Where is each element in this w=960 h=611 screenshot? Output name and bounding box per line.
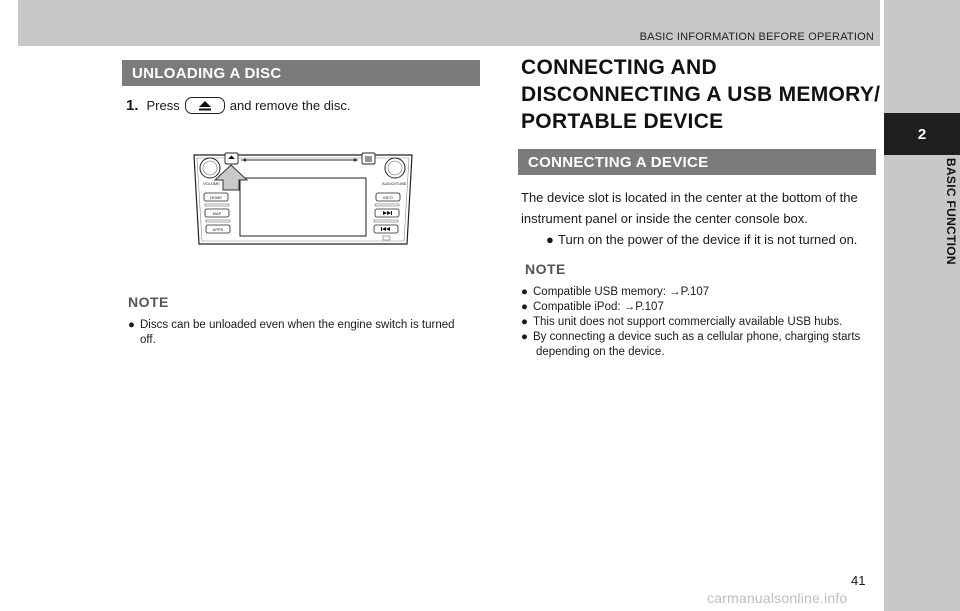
bullet-icon: ● <box>521 316 528 328</box>
note-text-4: By connecting a device such as a cellular phone, charging starts <box>533 331 861 343</box>
header-bar <box>18 0 880 46</box>
chapter-sidebar <box>884 0 960 611</box>
bullet-icon: ● <box>521 301 528 313</box>
note-item-4 <box>521 330 860 345</box>
section-title-connecting: CONNECTING A DEVICE <box>518 149 876 175</box>
step-text-after: and remove the disc. <box>229 98 351 113</box>
note-text-2: Compatible iPod: →P.107 <box>533 301 664 313</box>
note-left-line2: off. <box>140 334 156 346</box>
body-paragraph <box>521 187 877 229</box>
step-number: 1. <box>126 97 139 114</box>
running-header: BASIC INFORMATION BEFORE OPERATION <box>639 31 874 43</box>
info-label: INFO <box>383 195 393 200</box>
bullet-icon: ● <box>128 319 135 331</box>
body-line-1: The device slot is located in the center at the bottom of the <box>521 190 858 205</box>
note-item-2 <box>521 300 664 315</box>
page-title <box>521 54 881 135</box>
note-text-3: This unit does not support commercially available USB hubs. <box>533 316 843 328</box>
title-line-3: PORTABLE DEVICE <box>521 110 724 133</box>
step-1 <box>126 97 350 114</box>
chapter-label: BASIC FUNCTION <box>944 158 958 265</box>
bullet-icon: ● <box>546 232 554 247</box>
eject-button-graphic <box>185 97 225 114</box>
bullet-icon: ● <box>521 286 528 298</box>
disc-key <box>362 153 375 164</box>
chapter-label-vertical <box>938 158 958 298</box>
volume-label: VOLUME <box>203 181 220 186</box>
note-left-line1: Discs can be unloaded even when the engine switch is turned <box>140 319 455 331</box>
note-item-left <box>128 318 482 333</box>
map-label: MAP <box>212 211 222 216</box>
note-title-left: NOTE <box>128 294 169 310</box>
note-item-4-cont: depending on the device. <box>536 346 665 358</box>
home-label: HOME <box>210 195 222 200</box>
page-number: 41 <box>851 573 866 588</box>
bullet-icon: ● <box>521 331 528 343</box>
title-line-1: CONNECTING AND <box>521 56 717 79</box>
bullet-instruction-text: Turn on the power of the device if it is not turned on. <box>558 232 858 247</box>
note-title-right: NOTE <box>525 261 566 277</box>
chapter-number-tab: 2 <box>884 113 960 155</box>
head-unit-illustration <box>186 148 420 250</box>
bullet-instruction <box>546 232 857 247</box>
section-title-unloading: UNLOADING A DISC <box>122 60 480 86</box>
note-item-1 <box>521 285 709 300</box>
note-item-3 <box>521 315 842 330</box>
body-line-2: instrument panel or inside the center console box. <box>521 211 808 226</box>
title-line-2: DISCONNECTING A USB MEMORY/ <box>521 83 881 106</box>
watermark: carmanualsonline.info <box>707 590 848 606</box>
apps-label: APPS <box>212 227 224 232</box>
audio-tune-label: AUDIO/TUNE <box>382 181 407 186</box>
eject-icon <box>198 101 212 111</box>
step-text-before: Press <box>146 98 180 113</box>
note-text-1: Compatible USB memory: →P.107 <box>533 286 710 298</box>
